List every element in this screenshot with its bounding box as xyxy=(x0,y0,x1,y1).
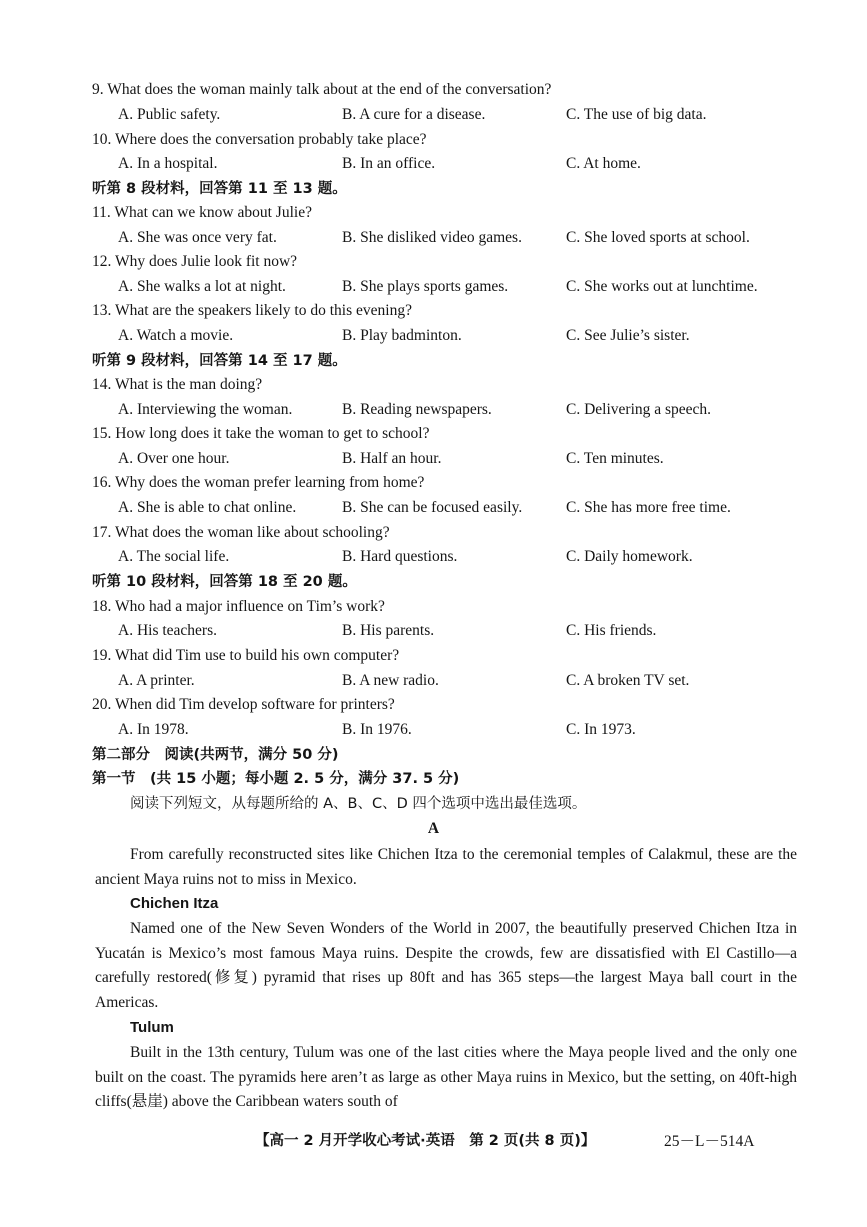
question-16: 16. Why does the woman prefer learning from home? xyxy=(92,474,425,491)
q10-option-c: C. At home. xyxy=(566,155,641,172)
q18-option-b: B. His parents. xyxy=(342,622,435,639)
segment-10-header: 听第 10 段材料，回答第 18 至 20 题。 xyxy=(92,574,357,590)
q13-option-c: C. See Julie’s sister. xyxy=(566,327,690,344)
question-12: 12. Why does Julie look fit now? xyxy=(92,253,298,270)
paragraph-chichen-itza: Named one of the New Seven Wonders of the World in 2007, the beautifully preserved Chichen Itza in Yucatán is Mexico’s most famous Maya ruins. Despite the crowds, few are dissatisfied with El Castillo—a carefully restored(修复) pyramid that rises up 80ft and has 365 steps—the largest Maya ball court in the Americas. xyxy=(95,920,797,1011)
q9-option-c: C. The use of big data. xyxy=(566,106,707,123)
question-9: 9. What does the woman mainly talk about at the end of the conversation? xyxy=(92,81,552,98)
q20-option-c: C. In 1973. xyxy=(566,721,636,738)
question-15: 15. How long does it take the woman to get to school? xyxy=(92,425,430,442)
q14-option-a: A. Interviewing the woman. xyxy=(118,401,293,418)
question-11: 11. What can we know about Julie? xyxy=(92,204,312,221)
q19-option-a: A. A printer. xyxy=(118,672,195,689)
q20-option-b: B. In 1976. xyxy=(342,721,412,738)
q16-option-c: C. She has more free time. xyxy=(566,499,731,516)
question-20: 20. When did Tim develop software for printers? xyxy=(92,696,395,713)
q19-option-b: B. A new radio. xyxy=(342,672,439,689)
q15-option-c: C. Ten minutes. xyxy=(566,450,664,467)
q16-option-a: A. She is able to chat online. xyxy=(118,499,297,516)
q14-option-c: C. Delivering a speech. xyxy=(566,401,712,418)
q11-option-b: B. She disliked video games. xyxy=(342,229,522,246)
subheading-tulum: Tulum xyxy=(130,1019,174,1036)
segment-8-header: 听第 8 段材料，回答第 11 至 13 题。 xyxy=(92,181,347,197)
q15-option-b: B. Half an hour. xyxy=(342,450,442,467)
q16-option-b: B. She can be focused easily. xyxy=(342,499,523,516)
q10-option-a: A. In a hospital. xyxy=(118,155,218,172)
q18-option-a: A. His teachers. xyxy=(118,622,217,639)
q18-option-c: C. His friends. xyxy=(566,622,657,639)
q13-option-b: B. Play badminton. xyxy=(342,327,462,344)
q17-option-b: B. Hard questions. xyxy=(342,548,458,565)
q13-option-a: A. Watch a movie. xyxy=(118,327,234,344)
q14-option-b: B. Reading newspapers. xyxy=(342,401,492,418)
q12-option-b: B. She plays sports games. xyxy=(342,278,509,295)
q17-option-a: A. The social life. xyxy=(118,548,230,565)
passage-label: A xyxy=(427,820,440,837)
part-2-header: 第二部分 阅读(共两节，满分 50 分) xyxy=(92,747,339,763)
passage-intro: From carefully reconstructed sites like Chichen Itza to the ceremonial temples of Calakmul, these are the ancient Maya ruins not to miss in Mexico. xyxy=(95,846,797,888)
question-19: 19. What did Tim use to build his own computer? xyxy=(92,647,400,664)
q12-option-a: A. She walks a lot at night. xyxy=(118,278,286,295)
reading-instruction: 阅读下列短文，从每题所给的 A、B、C、D 四个选项中选出最佳选项。 xyxy=(130,796,587,812)
question-10: 10. Where does the conversation probably take place? xyxy=(92,131,427,148)
q10-option-b: B. In an office. xyxy=(342,155,436,172)
section-1-header: 第一节 (共 15 小题；每小题 2. 5 分，满分 37. 5 分) xyxy=(92,771,460,787)
page-footer-title: 【高一 2 月开学收心考试·英语 第 2 页(共 8 页)】 xyxy=(255,1133,596,1149)
page-footer-code: 25－L－514A xyxy=(664,1133,755,1150)
q11-option-a: A. She was once very fat. xyxy=(118,229,277,246)
q17-option-c: C. Daily homework. xyxy=(566,548,693,565)
paragraph-tulum: Built in the 13th century, Tulum was one of the last cities where the Maya people lived and the only one built on the coast. The pyramids here aren’t as large as other Maya ruins in Mexico, but the setting, on 40ft-high cliffs(悬崖) above the Caribbean waters south of xyxy=(95,1044,797,1111)
question-18: 18. Who had a major influence on Tim’s work? xyxy=(92,598,385,615)
question-13: 13. What are the speakers likely to do this evening? xyxy=(92,302,412,319)
q12-option-c: C. She works out at lunchtime. xyxy=(566,278,758,295)
q11-option-c: C. She loved sports at school. xyxy=(566,229,750,246)
q20-option-a: A. In 1978. xyxy=(118,721,189,738)
subheading-chichen-itza: Chichen Itza xyxy=(130,895,219,912)
q15-option-a: A. Over one hour. xyxy=(118,450,230,467)
q9-option-b: B. A cure for a disease. xyxy=(342,106,486,123)
question-17: 17. What does the woman like about schooling? xyxy=(92,524,390,541)
q9-option-a: A. Public safety. xyxy=(118,106,221,123)
segment-9-header: 听第 9 段材料，回答第 14 至 17 题。 xyxy=(92,353,347,369)
question-14: 14. What is the man doing? xyxy=(92,376,263,393)
q19-option-c: C. A broken TV set. xyxy=(566,672,690,689)
